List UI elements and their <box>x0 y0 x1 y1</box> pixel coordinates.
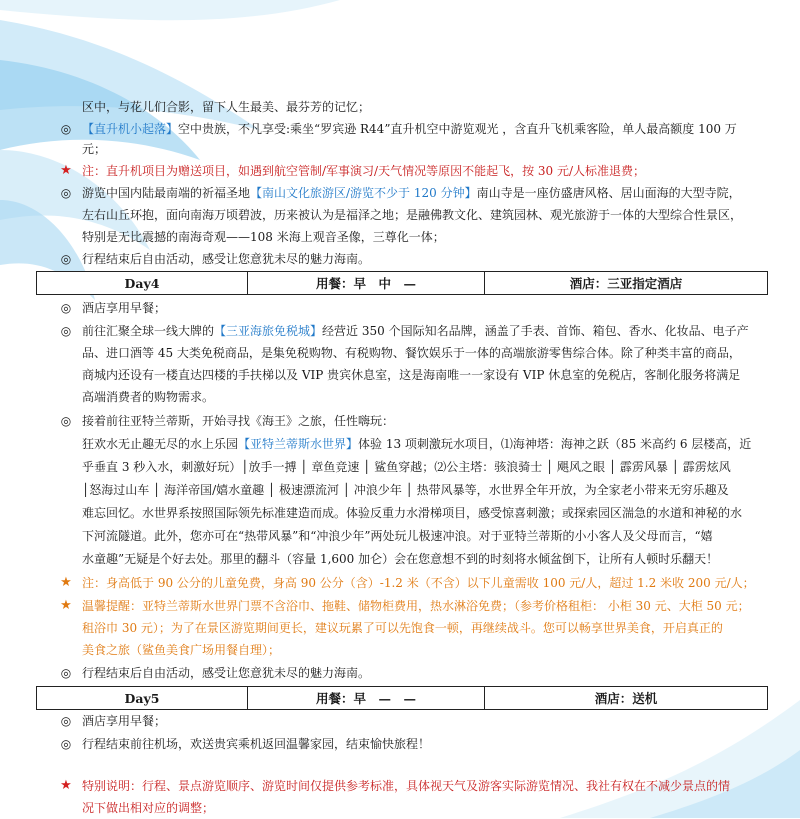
star-icon: ★ <box>60 598 72 613</box>
atlantis-item <box>82 433 772 455</box>
day5-hotel: 酒店：送机 <box>594 691 658 706</box>
bullet-icon: ◎ <box>60 324 72 338</box>
dutyfree-text-3: 商城内还设有一楼直达四楼的手扶梯以及 VIP 贵宾休息室，这是海南唯一一家设有 VIP 休息室的免税店，客制化服务将满足 <box>82 368 741 382</box>
atlantis-text-6: 下河流隧道。此外，您亦可在“热带风暴”和“冲浪少年”两处玩儿极速冲浪。对于亚特兰蒂斯的小小客人及父母而言，“嬉 <box>82 529 713 543</box>
reminder-text-1: 温馨提醒：亚特兰蒂斯水世界门票不含浴巾、拖鞋、储物柜费用，热水淋浴免费；（参考价格租柜： 小柜 30 元、大柜 50 元； <box>82 599 750 613</box>
helicopter-text-2: 元； <box>82 142 107 156</box>
intro-text: 区中，与花儿们合影，留下人生最美、最芬芳的记忆； <box>82 100 371 114</box>
star-icon: ★ <box>60 778 72 793</box>
reminder-text-2: 租浴巾 30 元）；为了在景区游览期间更长，建议玩累了可以先饱食一顿，再继续战斗。您可以畅享世界美食，开启真正的 <box>82 621 723 635</box>
day5-header-row <box>36 686 768 710</box>
day5-end: 行程结束前往机场，欢送贵宾乘机返回温馨家园，结束愉快旅程！ <box>82 737 431 751</box>
helicopter-tag: 【直升机小起落】 <box>82 122 179 136</box>
free-time-text: 行程结束后自由活动，感受让您意犹未尽的魅力海南。 <box>82 252 371 266</box>
star-icon: ★ <box>60 163 72 178</box>
bullet-icon: ◎ <box>60 737 72 751</box>
bullet-icon: ◎ <box>60 186 72 200</box>
day5-breakfast: 酒店享用早餐； <box>82 714 167 728</box>
bullet-icon: ◎ <box>60 414 72 428</box>
bullet-icon: ◎ <box>60 122 72 136</box>
nanshan-text-3: 特别是无比震撼的南海奇观——108 米海上观音圣像，三尊化一体； <box>82 230 445 244</box>
day5-label: Day5 <box>37 687 248 709</box>
day4-label: Day4 <box>37 272 248 294</box>
helicopter-item <box>82 118 772 140</box>
bullet-icon: ◎ <box>60 666 72 680</box>
bullet-icon: ◎ <box>60 252 72 266</box>
note-prefix: 注： <box>82 164 107 178</box>
day4-meal: 用餐：早 中 — <box>248 272 485 294</box>
atlantis-tag: 【亚特兰蒂斯水世界】 <box>238 437 359 451</box>
atlantis-text-7: 水童趣”无疑是个好去处。那里的翻斗（容量 1,600 加仑）会在您意想不到的时刻将水倾盆倒下，让所有人顿时乐翻天！ <box>82 552 719 566</box>
dutyfree-text-4: 高端消费者的购物需求。 <box>82 390 215 404</box>
note-text: 直升机项目为赠送项目，如遇到航空管制/军事演习/天气情况等原因不能起飞，按 30 元/人标准退费； <box>106 164 646 178</box>
day4-header-row <box>36 271 768 295</box>
dutyfree-suffix: 经营近 350 个国际知名品牌，涵盖了手表、首饰、箱包、香水、化妆品、电子产 <box>322 324 749 338</box>
day4-hotel: 酒店：三亚指定酒店 <box>569 276 683 291</box>
nanshan-prefix: 游览中国内陆最南端的祈福圣地 <box>82 186 251 200</box>
dutyfree-tag: 【三亚海旅免税城】 <box>214 324 323 338</box>
atlantis-text-5: 难忘回忆。水世界系按照国际领先标准建造而成。体验反重力水滑梯项目，感受惊喜刺激；或探索园区湍急的水道和神秘的水 <box>82 506 743 520</box>
special-note-2: 况下做出相对应的调整； <box>82 801 215 815</box>
bullet-icon: ◎ <box>60 301 72 315</box>
reminder-text-3: 美食之旅（鲨鱼美食广场用餐自理）； <box>82 643 281 657</box>
atlantis-price-note: 注：身高低于 90 公分的儿童免费，身高 90 公分（含）-1.2 米（不含）以下儿童需收 100 元/人，超过 1.2 米收 200 元/人； <box>82 576 755 590</box>
special-note-1: 特别说明：行程、景点游览顺序、游览时间仅提供参考标准，具体视天气及游客实际游览情况、我社有权在不减少景点的情 <box>82 779 731 793</box>
dutyfree-prefix: 前往汇聚全球一线大牌的 <box>82 324 215 338</box>
dutyfree-text-2: 品、进口酒等 45 大类免税商品，是集免税购物、有税购物、餐饮娱乐于一体的高端旅游零售综合体。除了种类丰富的商品， <box>82 346 741 360</box>
bullet-icon: ◎ <box>60 714 72 728</box>
nanshan-tag: 【南山文化旅游区/游览不少于 120 分钟】 <box>250 186 477 200</box>
atlantis-text-4: │怒海过山车 │ 海洋帝国/嬉水童趣 │ 极速漂流河 │ 冲浪少年 │ 热带风暴等，水世界全年开放，为全家老小带来无穷乐趣及 <box>82 483 729 497</box>
day5-meal: 用餐：早 — — <box>248 687 485 709</box>
atlantis-suffix: 体验 13 项刺激玩水项目，⑴海神塔：海神之跃（85 米高约 6 层楼高，近 <box>358 437 752 451</box>
nanshan-item <box>82 182 772 204</box>
nanshan-suffix: 南山寺是一座仿盛唐风格、居山面海的大型寺院， <box>476 186 741 200</box>
atlantis-intro: 接着前往亚特兰蒂斯，开始寻找《海王》之旅，任性嗨玩： <box>82 414 395 428</box>
helicopter-note <box>82 160 772 182</box>
nanshan-text-2: 左右山丘环抱，面向南海万顷碧波，历来被认为是福泽之地；是融佛教文化、建筑园林、观光旅游于一体的大型综合性景区， <box>82 208 743 222</box>
star-icon: ★ <box>60 575 72 590</box>
day4-breakfast: 酒店享用早餐； <box>82 301 167 315</box>
atlantis-prefix: 狂欢水无止趣无尽的水上乐园 <box>82 437 239 451</box>
free-time-text: 行程结束后自由活动，感受让您意犹未尽的魅力海南。 <box>82 666 371 680</box>
helicopter-text: 空中贵族，不凡享受:乘坐“罗宾逊 R44”直升机空中游览观光 ，含直升飞机乘客险，单人最高额度 100 万 <box>178 122 737 136</box>
dutyfree-item <box>82 320 772 342</box>
atlantis-text-3: 乎垂直 3 秒入水，刺激好玩）│放手一搏 │ 章鱼竞速 │ 鲨鱼穿越；⑵公主塔：骇浪骑士 │ 飓风之眼 │ 霹雳风暴 │ 霹雳炫风 <box>82 460 731 474</box>
